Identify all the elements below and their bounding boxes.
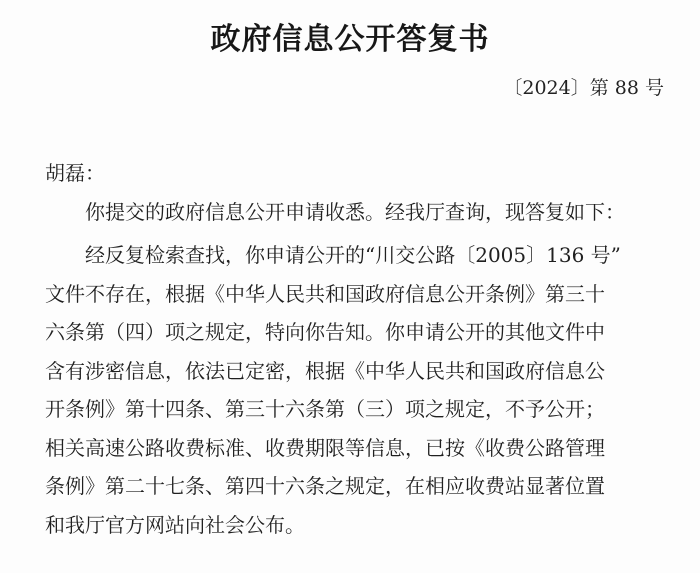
paragraph-line: 相关高速公路收费标准、收费期限等信息，已按《收费公路管理 (45, 435, 605, 460)
paragraph-line: 含有涉密信息，依法已定密，根据《中华人民共和国政府信息公 (45, 358, 605, 383)
paragraph-line: 文件不存在，根据《中华人民共和国政府信息公开条例》第三十 (45, 281, 605, 306)
reply-paragraph-2 (45, 236, 675, 544)
salutation: 胡磊： (45, 161, 105, 185)
paragraph-line: 开条例》第十四条、第三十六条第（三）项之规定，不予公开； (45, 397, 605, 421)
document-title: 政府信息公开答复书 (210, 22, 490, 57)
paragraph-line: 六条第（四）项之规定，特向你告知。你申请公开的其他文件中 (45, 320, 605, 344)
paragraph-line: 经反复检索查找，你申请公开的“川交公路〔2005〕136 号” (85, 243, 621, 267)
paragraph-line: 条例》第二十七条、第四十六条之规定，在相应收费站显著位置 (45, 474, 605, 498)
document-number: 〔2024〕第 88 号 (503, 77, 664, 99)
reply-paragraph-1 (45, 193, 675, 232)
paragraph-line: 和我厅官方网站向社会公布。 (45, 512, 305, 537)
paragraph-line: 你提交的政府信息公开申请收悉。经我厅查询，现答复如下： (85, 200, 625, 224)
